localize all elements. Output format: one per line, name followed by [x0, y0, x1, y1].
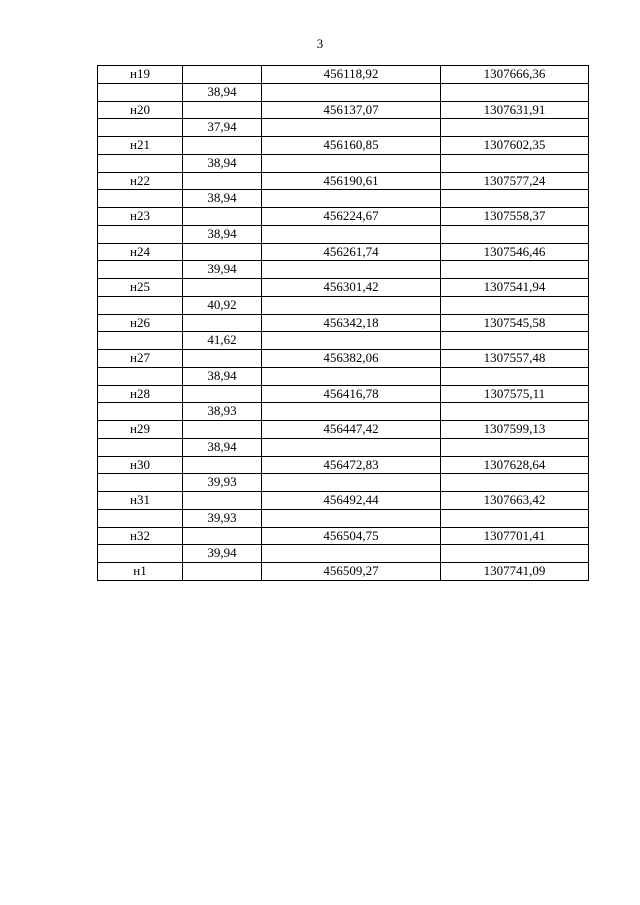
point-cell: н28 — [98, 385, 183, 403]
x-coordinate-cell: 456382,06 — [262, 350, 441, 368]
empty-cell — [262, 403, 441, 421]
y-coordinate-cell: 1307558,37 — [441, 208, 589, 226]
distance-cell: 41,62 — [183, 332, 262, 350]
table-row — [98, 101, 589, 119]
table-row — [98, 154, 589, 172]
empty-cell — [262, 296, 441, 314]
table-row — [98, 137, 589, 155]
point-cell: н21 — [98, 137, 183, 155]
empty-cell — [98, 119, 183, 137]
empty-cell — [183, 527, 262, 545]
empty-cell — [98, 225, 183, 243]
table-row — [98, 563, 589, 581]
table-row — [98, 385, 589, 403]
distance-cell: 39,93 — [183, 509, 262, 527]
x-coordinate-cell: 456504,75 — [262, 527, 441, 545]
x-coordinate-cell: 456416,78 — [262, 385, 441, 403]
x-coordinate-cell: 456447,42 — [262, 421, 441, 439]
empty-cell — [183, 66, 262, 84]
empty-cell — [98, 154, 183, 172]
y-coordinate-cell: 1307663,42 — [441, 492, 589, 510]
empty-cell — [262, 474, 441, 492]
y-coordinate-cell: 1307577,24 — [441, 172, 589, 190]
table-row — [98, 492, 589, 510]
distance-cell: 39,94 — [183, 545, 262, 563]
page-number: 3 — [316, 36, 324, 51]
empty-cell — [441, 190, 589, 208]
distance-cell: 38,94 — [183, 190, 262, 208]
empty-cell — [98, 403, 183, 421]
empty-cell — [183, 279, 262, 297]
empty-cell — [183, 350, 262, 368]
y-coordinate-cell: 1307602,35 — [441, 137, 589, 155]
empty-cell — [183, 492, 262, 510]
empty-cell — [262, 438, 441, 456]
empty-cell — [441, 154, 589, 172]
y-coordinate-cell: 1307599,13 — [441, 421, 589, 439]
empty-cell — [262, 367, 441, 385]
table-row — [98, 83, 589, 101]
empty-cell — [183, 314, 262, 332]
y-coordinate-cell: 1307666,36 — [441, 66, 589, 84]
table-row — [98, 456, 589, 474]
point-cell: н26 — [98, 314, 183, 332]
distance-cell: 38,93 — [183, 403, 262, 421]
x-coordinate-cell: 456224,67 — [262, 208, 441, 226]
x-coordinate-cell: 456342,18 — [262, 314, 441, 332]
empty-cell — [441, 509, 589, 527]
coordinates-table-body — [98, 66, 589, 581]
empty-cell — [98, 438, 183, 456]
table-row — [98, 172, 589, 190]
coordinates-table — [97, 65, 589, 581]
empty-cell — [441, 474, 589, 492]
x-coordinate-cell: 456261,74 — [262, 243, 441, 261]
point-cell: н32 — [98, 527, 183, 545]
table-row — [98, 438, 589, 456]
table-row — [98, 403, 589, 421]
y-coordinate-cell: 1307741,09 — [441, 563, 589, 581]
empty-cell — [262, 332, 441, 350]
distance-cell: 40,92 — [183, 296, 262, 314]
empty-cell — [98, 190, 183, 208]
table-row — [98, 367, 589, 385]
empty-cell — [98, 545, 183, 563]
table-row — [98, 421, 589, 439]
table-row — [98, 509, 589, 527]
empty-cell — [441, 367, 589, 385]
distance-cell: 38,94 — [183, 225, 262, 243]
table-row — [98, 225, 589, 243]
y-coordinate-cell: 1307546,46 — [441, 243, 589, 261]
empty-cell — [262, 190, 441, 208]
empty-cell — [441, 225, 589, 243]
table-row — [98, 527, 589, 545]
distance-cell: 37,94 — [183, 119, 262, 137]
empty-cell — [98, 474, 183, 492]
empty-cell — [441, 438, 589, 456]
distance-cell: 39,93 — [183, 474, 262, 492]
y-coordinate-cell: 1307541,94 — [441, 279, 589, 297]
x-coordinate-cell: 456190,61 — [262, 172, 441, 190]
empty-cell — [98, 332, 183, 350]
table-row — [98, 332, 589, 350]
table-row — [98, 350, 589, 368]
empty-cell — [98, 261, 183, 279]
empty-cell — [98, 83, 183, 101]
empty-cell — [262, 119, 441, 137]
y-coordinate-cell: 1307631,91 — [441, 101, 589, 119]
table-row — [98, 314, 589, 332]
empty-cell — [183, 243, 262, 261]
x-coordinate-cell: 456301,42 — [262, 279, 441, 297]
distance-cell: 38,94 — [183, 367, 262, 385]
table-row — [98, 261, 589, 279]
distance-cell: 38,94 — [183, 83, 262, 101]
empty-cell — [441, 261, 589, 279]
empty-cell — [262, 545, 441, 563]
empty-cell — [183, 101, 262, 119]
empty-cell — [262, 509, 441, 527]
table-row — [98, 119, 589, 137]
empty-cell — [441, 332, 589, 350]
empty-cell — [183, 563, 262, 581]
empty-cell — [183, 385, 262, 403]
empty-cell — [183, 137, 262, 155]
table-row — [98, 190, 589, 208]
point-cell: н23 — [98, 208, 183, 226]
point-cell: н19 — [98, 66, 183, 84]
table-row — [98, 545, 589, 563]
table-row — [98, 474, 589, 492]
y-coordinate-cell: 1307701,41 — [441, 527, 589, 545]
y-coordinate-cell: 1307575,11 — [441, 385, 589, 403]
point-cell: н25 — [98, 279, 183, 297]
point-cell: н1 — [98, 563, 183, 581]
point-cell: н29 — [98, 421, 183, 439]
empty-cell — [441, 403, 589, 421]
table-row — [98, 208, 589, 226]
x-coordinate-cell: 456492,44 — [262, 492, 441, 510]
point-cell: н24 — [98, 243, 183, 261]
x-coordinate-cell: 456160,85 — [262, 137, 441, 155]
distance-cell: 39,94 — [183, 261, 262, 279]
empty-cell — [183, 421, 262, 439]
table-row — [98, 296, 589, 314]
empty-cell — [262, 83, 441, 101]
x-coordinate-cell: 456472,83 — [262, 456, 441, 474]
x-coordinate-cell: 456509,27 — [262, 563, 441, 581]
y-coordinate-cell: 1307545,58 — [441, 314, 589, 332]
y-coordinate-cell: 1307628,64 — [441, 456, 589, 474]
empty-cell — [98, 367, 183, 385]
table-row — [98, 279, 589, 297]
point-cell: н30 — [98, 456, 183, 474]
empty-cell — [262, 154, 441, 172]
distance-cell: 38,94 — [183, 154, 262, 172]
distance-cell: 38,94 — [183, 438, 262, 456]
point-cell: н20 — [98, 101, 183, 119]
point-cell: н31 — [98, 492, 183, 510]
table-row — [98, 243, 589, 261]
empty-cell — [183, 172, 262, 190]
empty-cell — [183, 208, 262, 226]
empty-cell — [183, 456, 262, 474]
empty-cell — [98, 509, 183, 527]
empty-cell — [441, 83, 589, 101]
empty-cell — [98, 296, 183, 314]
table-row — [98, 66, 589, 84]
empty-cell — [441, 119, 589, 137]
y-coordinate-cell: 1307557,48 — [441, 350, 589, 368]
empty-cell — [262, 225, 441, 243]
x-coordinate-cell: 456137,07 — [262, 101, 441, 119]
point-cell: н27 — [98, 350, 183, 368]
x-coordinate-cell: 456118,92 — [262, 66, 441, 84]
empty-cell — [441, 545, 589, 563]
empty-cell — [441, 296, 589, 314]
empty-cell — [262, 261, 441, 279]
point-cell: н22 — [98, 172, 183, 190]
